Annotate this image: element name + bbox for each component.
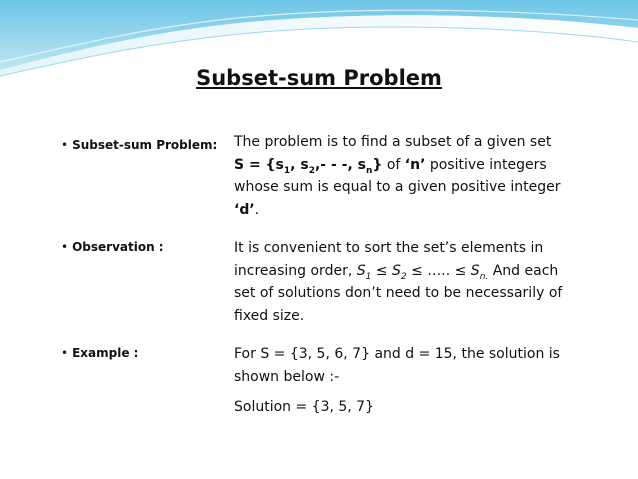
row-desc-example: For S = {3, 5, 6, 7} and d = 15, the solution is shown below :- Solution = {3, 5, 7} — [234, 343, 574, 419]
bullet-icon: • — [61, 346, 69, 360]
row-label-example: • Example : — [61, 346, 139, 360]
row-label-subset-sum: • Subset-sum Problem: — [61, 138, 218, 152]
row-desc-observation: It is convenient to sort the set’s elements in increasing order, $S_1 \le S_2$ ≤ ….. ≤ $S_{n.}$ And each set of solutions don’t need to be necessarily of fixed size. — [234, 240, 563, 324]
solution-text: Solution = {3, 5, 7} — [234, 399, 374, 415]
row-desc-subset-sum: The problem is to find a subset of a given set $S = \{s_1$, $s_2,-$ - -, $s_n$} of ‘n’ positive integers whose sum is equal to a given positive integer ‘d’. — [234, 134, 561, 218]
slide-title: Subset-sum Problem — [196, 66, 442, 90]
row-label-observation: • Observation : — [61, 240, 164, 254]
bullet-icon: • — [61, 240, 69, 254]
bullet-icon: • — [61, 138, 69, 152]
